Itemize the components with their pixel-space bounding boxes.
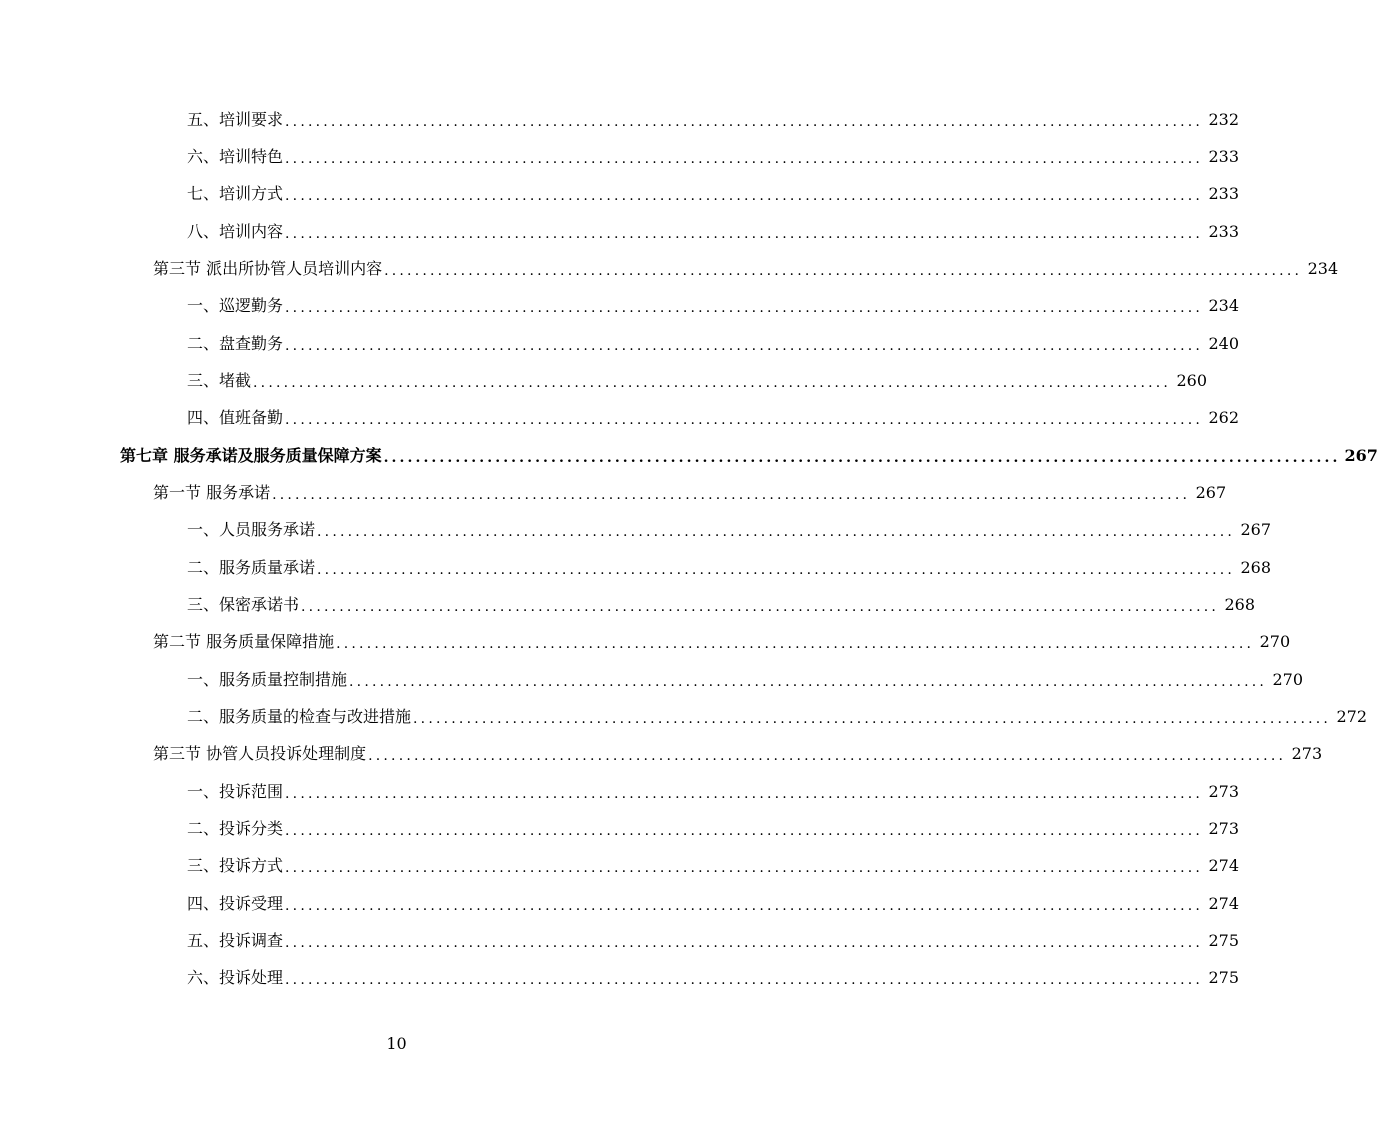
toc-entry[interactable] <box>0 698 1368 735</box>
toc-entry-label: 八、培训内容 <box>187 221 284 241</box>
toc-dot-leader: ........................................................................................................................ <box>317 561 1236 578</box>
toc-chapter-entry[interactable] <box>0 437 1378 474</box>
toc-entry[interactable] <box>0 960 1240 997</box>
toc-entry-label: 二、投诉分类 <box>187 818 284 838</box>
toc-entry-page: 240 <box>1208 333 1240 353</box>
toc-entry-label: 一、服务质量控制措施 <box>187 669 348 689</box>
toc-entry[interactable] <box>0 885 1240 922</box>
toc-entry-label: 一、投诉范围 <box>187 781 284 801</box>
toc-dot-leader: ........................................................................................................................ <box>317 524 1236 541</box>
page-number: 10 <box>386 1034 407 1053</box>
toc-entry-label: 五、培训要求 <box>187 109 284 129</box>
toc-entry-page: 233 <box>1208 184 1240 204</box>
table-of-contents <box>0 101 1378 997</box>
toc-entry[interactable] <box>0 848 1240 885</box>
toc-dot-leader: ........................................................................................................................ <box>384 262 1303 279</box>
toc-section-entry[interactable] <box>0 474 1227 511</box>
toc-entry-page: 268 <box>1240 557 1272 577</box>
toc-dot-leader: ........................................................................................................................ <box>285 337 1204 354</box>
toc-entry-page: 232 <box>1208 109 1240 129</box>
toc-dot-leader: ........................................................................................................................ <box>285 150 1204 167</box>
toc-entry-label: 一、巡逻勤务 <box>187 296 284 316</box>
toc-dot-leader: ........................................................................................................................ <box>285 188 1204 205</box>
toc-dot-leader: ........................................................................................................................ <box>285 972 1204 989</box>
toc-entry[interactable] <box>0 138 1240 175</box>
toc-entry-page: 267 <box>1240 520 1272 540</box>
toc-dot-leader: ........................................................................................................................ <box>285 934 1204 951</box>
toc-entry[interactable] <box>0 288 1240 325</box>
toc-entry-page: 267 <box>1195 482 1227 502</box>
toc-entry-label: 第二节 服务质量保障措施 <box>153 632 335 652</box>
toc-entry[interactable] <box>0 773 1240 810</box>
toc-entry-page: 234 <box>1307 258 1339 278</box>
toc-entry-label: 二、服务质量的检查与改进措施 <box>187 706 412 726</box>
toc-entry[interactable] <box>0 661 1304 698</box>
toc-entry[interactable] <box>0 101 1240 138</box>
toc-entry-page: 262 <box>1208 408 1240 428</box>
toc-entry-label: 第三节 协管人员投诉处理制度 <box>153 744 367 764</box>
toc-entry-label: 二、服务质量承诺 <box>187 557 316 577</box>
toc-entry-page: 268 <box>1224 594 1256 614</box>
toc-entry-label: 二、盘查勤务 <box>187 333 284 353</box>
toc-dot-leader: ........................................................................................................................ <box>349 673 1268 690</box>
toc-entry[interactable] <box>0 549 1272 586</box>
toc-entry-label: 第一节 服务承诺 <box>153 482 271 502</box>
toc-dot-leader: ........................................................................................................................ <box>285 412 1204 429</box>
toc-entry-label: 第三节 派出所协管人员培训内容 <box>153 258 383 278</box>
toc-entry-page: 267 <box>1344 445 1378 465</box>
toc-entry-label: 第七章 服务承诺及服务质量保障方案 <box>120 445 382 465</box>
toc-entry[interactable] <box>0 213 1240 250</box>
toc-dot-leader: ........................................................................................................................ <box>285 897 1204 914</box>
toc-dot-leader: ........................................................................................................................ <box>272 486 1191 503</box>
toc-dot-leader: ........................................................................................................................ <box>253 374 1172 391</box>
toc-dot-leader: ........................................................................................................................ <box>285 860 1204 877</box>
toc-dot-leader: ........................................................................................................................ <box>368 748 1287 765</box>
toc-section-entry[interactable] <box>0 250 1339 287</box>
toc-entry-label: 六、投诉处理 <box>187 968 284 988</box>
toc-entry-page: 233 <box>1208 146 1240 166</box>
toc-dot-leader: ........................................................................................................................ <box>285 785 1204 802</box>
toc-entry-page: 270 <box>1259 632 1291 652</box>
toc-entry-page: 234 <box>1208 296 1240 316</box>
toc-entry-label: 四、投诉受理 <box>187 893 284 913</box>
toc-entry-page: 272 <box>1336 706 1368 726</box>
toc-entry-page: 233 <box>1208 221 1240 241</box>
toc-entry-label: 七、培训方式 <box>187 184 284 204</box>
toc-dot-leader: ........................................................................................................................ <box>285 300 1204 317</box>
toc-entry-page: 270 <box>1272 669 1304 689</box>
toc-entry-label: 三、堵截 <box>187 370 252 390</box>
toc-dot-leader: ........................................................................................................................ <box>285 822 1204 839</box>
toc-entry-label: 四、值班备勤 <box>187 408 284 428</box>
toc-section-entry[interactable] <box>0 736 1323 773</box>
toc-entry-page: 275 <box>1208 930 1240 950</box>
toc-entry-label: 三、保密承诺书 <box>187 594 300 614</box>
toc-dot-leader: ........................................................................................................................ <box>285 113 1204 130</box>
toc-entry[interactable] <box>0 922 1240 959</box>
toc-entry-label: 三、投诉方式 <box>187 856 284 876</box>
toc-entry-page: 274 <box>1208 893 1240 913</box>
toc-dot-leader: ........................................................................................................................ <box>301 598 1220 615</box>
toc-dot-leader: ........................................................................................................................ <box>285 225 1204 242</box>
toc-entry[interactable] <box>0 325 1240 362</box>
toc-entry-page: 273 <box>1291 744 1323 764</box>
toc-section-entry[interactable] <box>0 624 1291 661</box>
toc-dot-leader: ........................................................................................................................ <box>383 449 1341 466</box>
toc-entry-label: 一、人员服务承诺 <box>187 520 316 540</box>
toc-entry[interactable] <box>0 810 1240 847</box>
toc-entry-page: 260 <box>1176 370 1208 390</box>
toc-entry-page: 273 <box>1208 781 1240 801</box>
toc-entry[interactable] <box>0 586 1256 623</box>
toc-entry[interactable] <box>0 362 1208 399</box>
toc-dot-leader: ........................................................................................................................ <box>413 710 1332 727</box>
toc-entry-label: 六、培训特色 <box>187 146 284 166</box>
toc-entry-page: 273 <box>1208 818 1240 838</box>
toc-entry-page: 274 <box>1208 856 1240 876</box>
toc-entry-page: 275 <box>1208 968 1240 988</box>
toc-entry[interactable] <box>0 512 1272 549</box>
toc-dot-leader: ........................................................................................................................ <box>336 636 1255 653</box>
toc-entry[interactable] <box>0 176 1240 213</box>
toc-entry[interactable] <box>0 400 1240 437</box>
toc-entry-label: 五、投诉调查 <box>187 930 284 950</box>
